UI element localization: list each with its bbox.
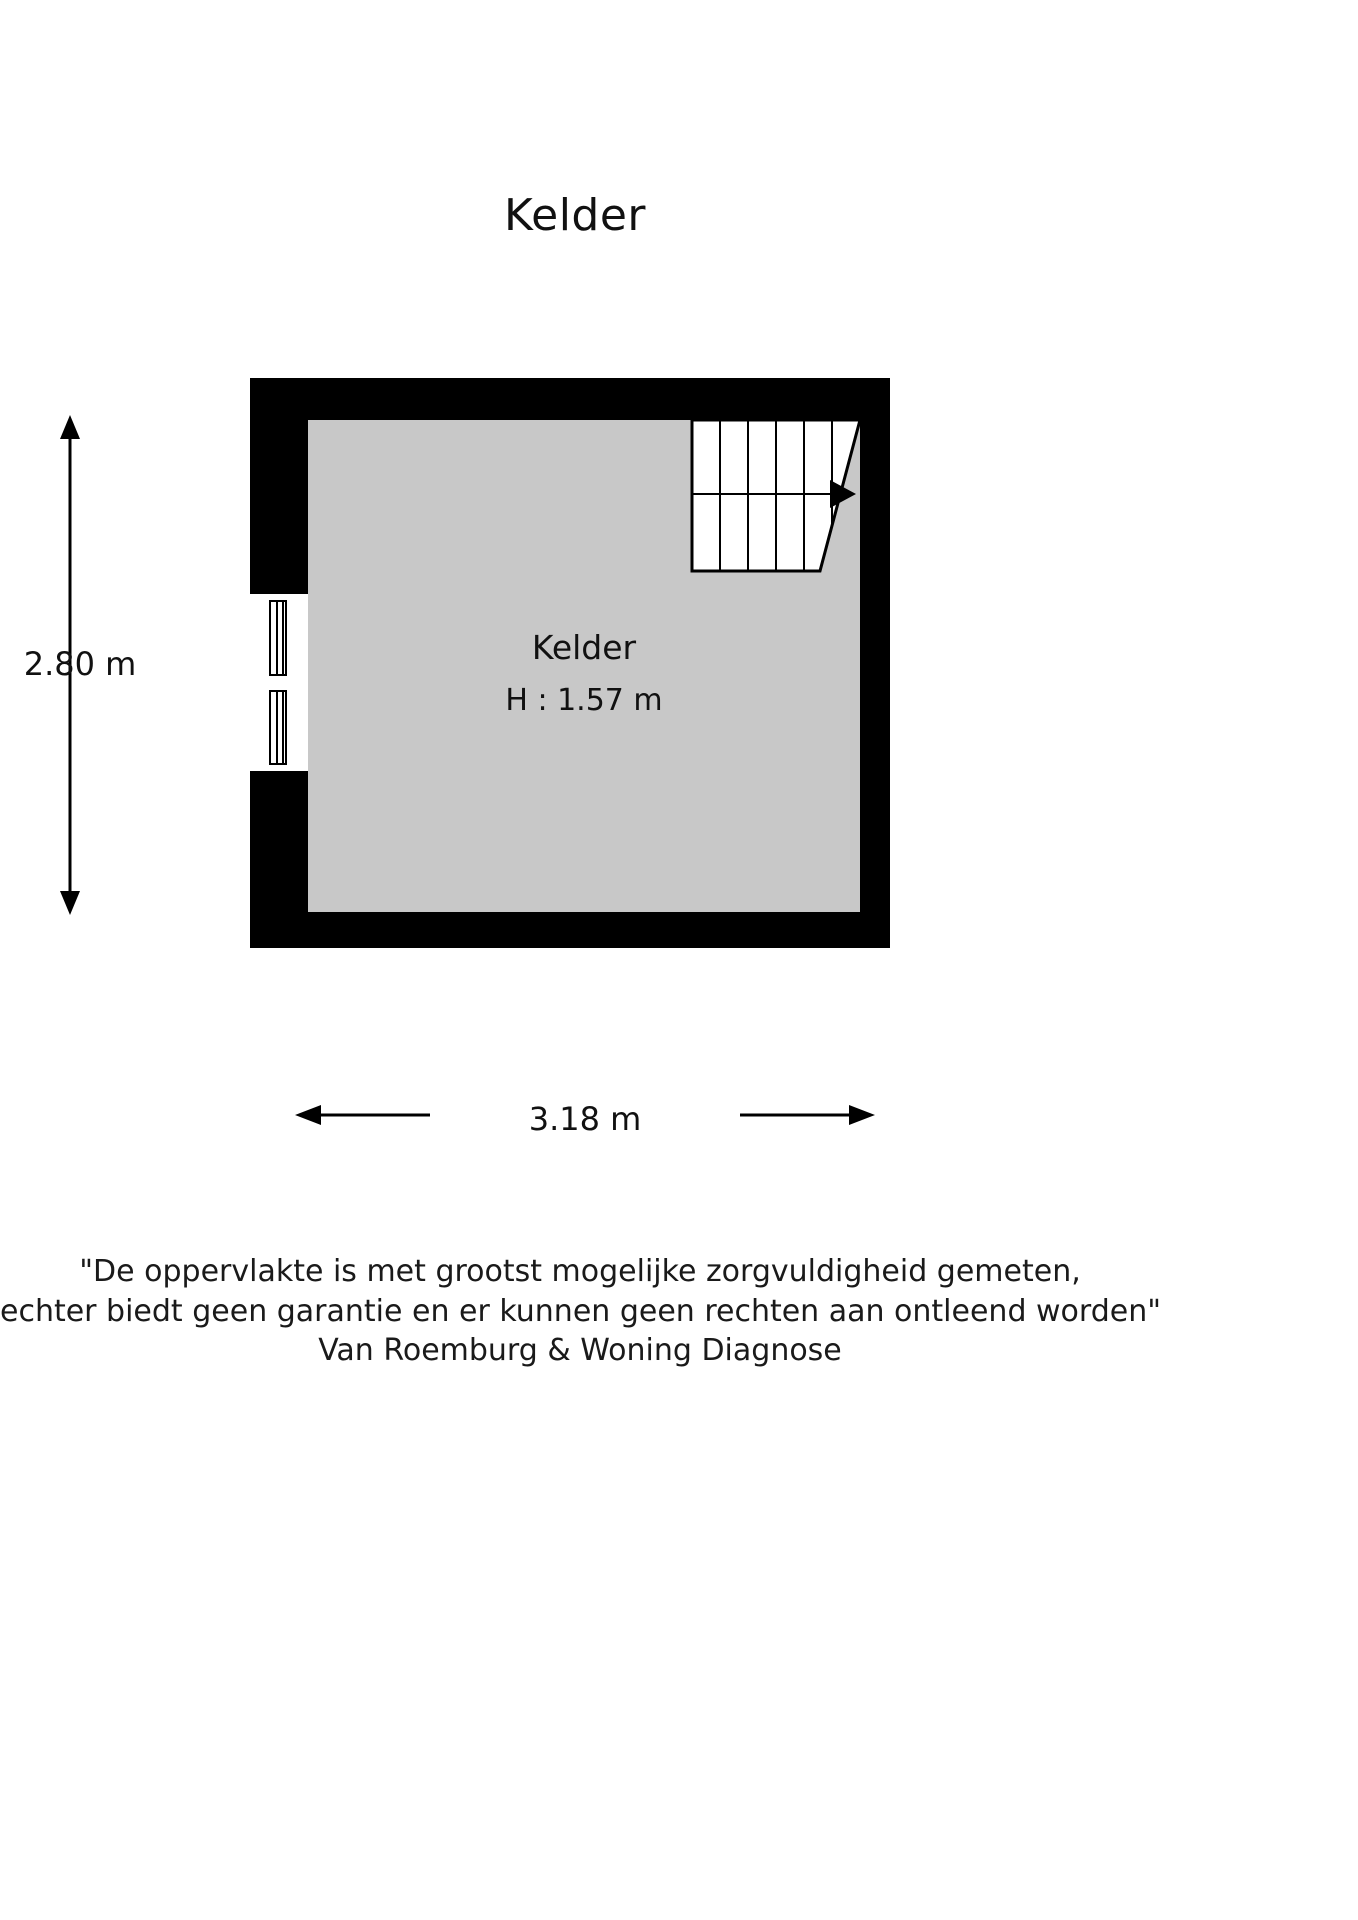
dimension-vertical-label: 2.80 m	[23, 645, 137, 683]
disclaimer-line-2: echter biedt geen garantie en er kunnen geen rechten aan ontleend worden"	[0, 1293, 1162, 1329]
disclaimer	[0, 1252, 1160, 1371]
floor-plan	[250, 378, 890, 948]
door-hinge-icon	[269, 674, 287, 692]
disclaimer-line-3: Van Roemburg & Woning Diagnose	[318, 1333, 842, 1369]
disclaimer-line-1: "De oppervlakte is met grootst mogelijke zorgvuldigheid gemeten,	[79, 1254, 1081, 1289]
room-height-label: H : 1.57 m	[505, 683, 663, 718]
page-title: Kelder	[503, 190, 647, 241]
dimension-horizontal-label: 3.18 m	[430, 1100, 740, 1138]
room-name-label: Kelder	[531, 628, 637, 667]
staircase-icon	[690, 418, 862, 573]
